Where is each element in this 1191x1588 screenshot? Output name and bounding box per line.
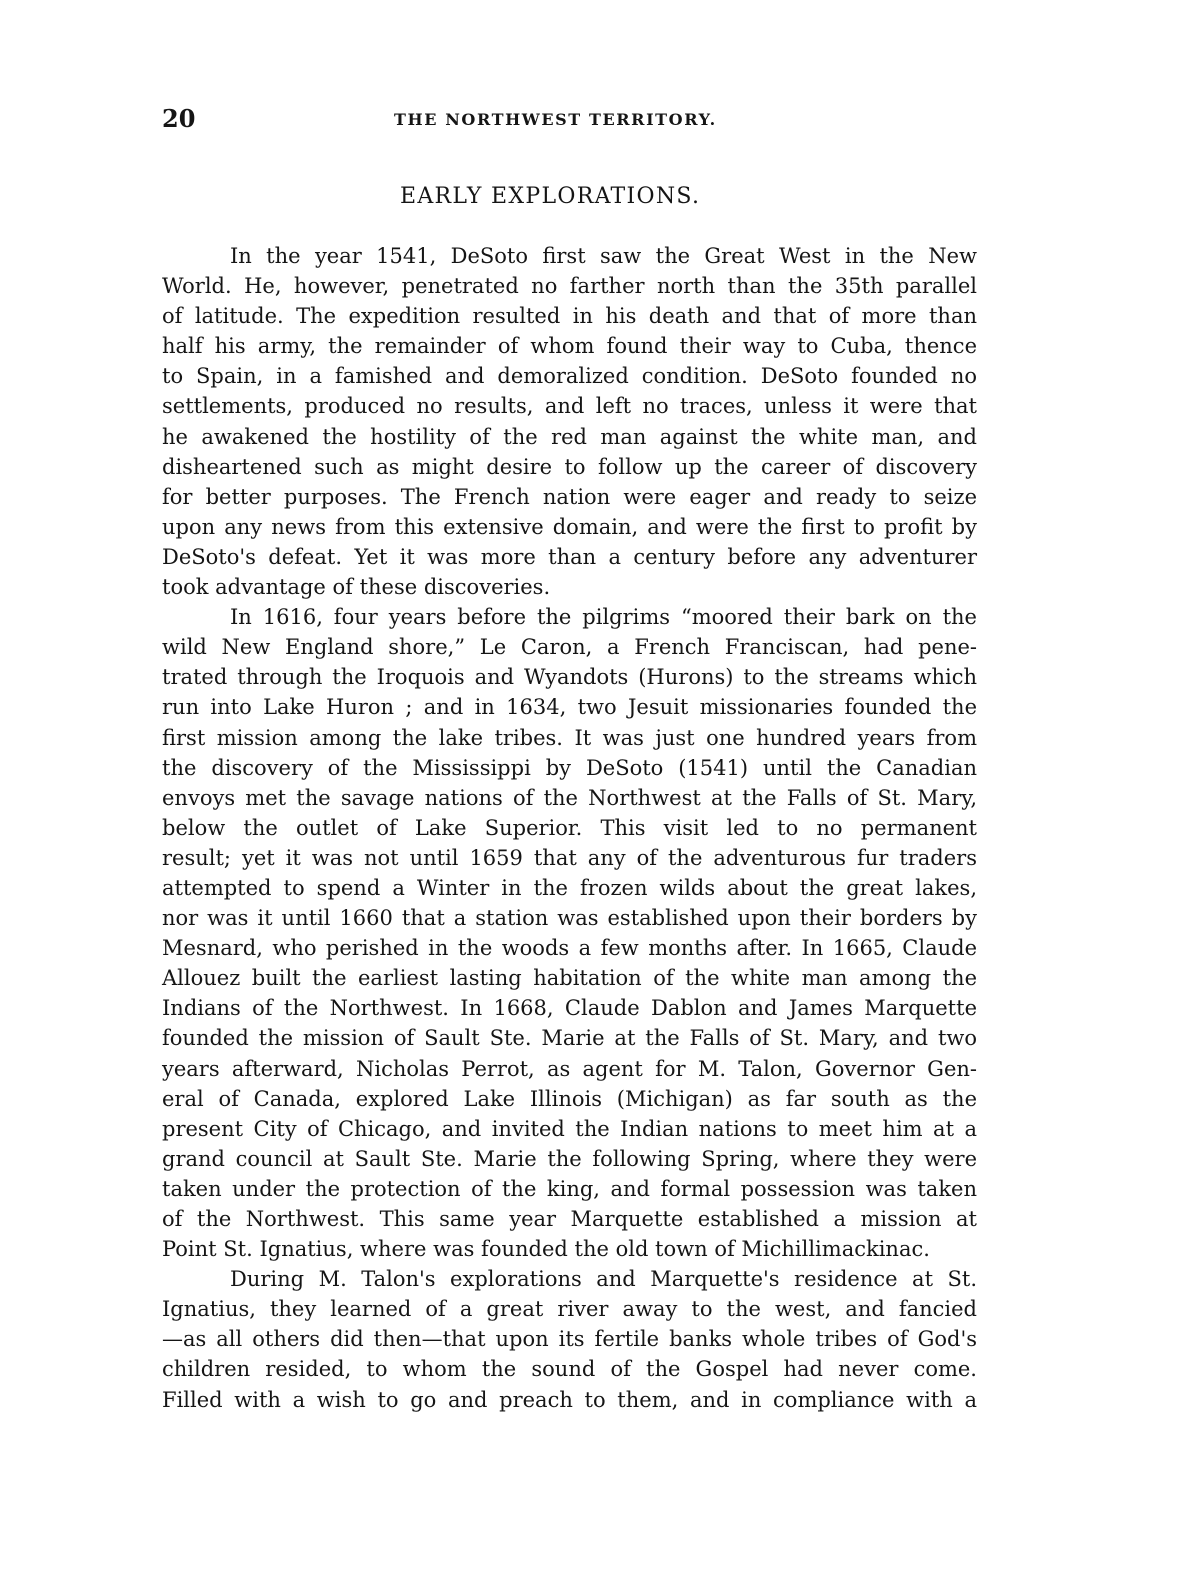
text-line: During M. Talon's explorations and Marquette's residence at St. — [230, 1267, 977, 1292]
text-line: years afterward, Nicholas Perrot, as agent for M. Talon, Governor Gen- — [162, 1056, 977, 1081]
text-line: founded the mission of Sault Ste. Marie at the Falls of St. Mary, and two — [162, 1026, 977, 1051]
text-line: for better purposes. The French nation were eager and ready to seize — [162, 484, 977, 509]
text-line: Indians of the Northwest. In 1668, Claude Dablon and James Marquette — [162, 996, 977, 1021]
text-line: Ignatius, they learned of a great river away to the west, and fancied — [162, 1297, 977, 1322]
text-line: to Spain, in a famished and demoralized condition. DeSoto founded no — [162, 364, 977, 389]
section-heading: EARLY EXPLORATIONS. — [400, 184, 701, 209]
page-number: 20 — [162, 104, 196, 133]
text-line: upon any news from this extensive domain, and were the first to profit by — [162, 514, 977, 539]
text-line: present City of Chicago, and invited the Indian nations to meet him at a — [162, 1116, 977, 1141]
text-line: In 1616, four years before the pilgrims “moored their bark on the — [230, 605, 977, 630]
text-line: settlements, produced no results, and left no traces, unless it were that — [162, 394, 977, 419]
text-line: grand council at Sault Ste. Marie the following Spring, where they were — [162, 1146, 977, 1171]
text-line: first mission among the lake tribes. It was just one hundred years from — [162, 725, 977, 750]
running-title: THE NORTHWEST TERRITORY. — [394, 110, 717, 129]
text-line: of the Northwest. This same year Marquette established a mission at — [162, 1207, 977, 1231]
text-line: In the year 1541, DeSoto first saw the Great West in the New — [230, 244, 977, 268]
text-line: nor was it until 1660 that a station was established upon their borders by — [162, 906, 977, 931]
text-line: taken under the protection of the king, and formal possession was taken — [162, 1176, 977, 1201]
text-line: World. He, however, penetrated no farther north than the 35th parallel — [162, 274, 977, 299]
text-line: DeSoto's defeat. Yet it was more than a century before any adventurer — [162, 544, 977, 569]
text-line: Allouez built the earliest lasting habitation of the white man among the — [162, 966, 977, 991]
text-line: children resided, to whom the sound of the Gospel had never come. — [162, 1357, 977, 1382]
text-line: below the outlet of Lake Superior. This visit led to no permanent — [162, 815, 977, 840]
text-line: wild New England shore,” Le Caron, a French Franciscan, had pene- — [162, 635, 977, 660]
text-line: Point St. Ignatius, where was founded the old town of Michillimackinac. — [162, 1237, 930, 1262]
text-line: attempted to spend a Winter in the frozen wilds about the great lakes, — [162, 875, 977, 900]
text-line: disheartened such as might desire to follow up the career of discovery — [162, 454, 977, 479]
text-line: Filled with a wish to go and preach to them, and in compliance with a — [162, 1387, 977, 1412]
text-line: the discovery of the Mississippi by DeSoto (1541) until the Canadian — [162, 755, 977, 780]
running-head — [162, 104, 992, 134]
text-line: —as all others did then—that upon its fertile banks whole tribes of God's — [162, 1327, 977, 1352]
text-line: eral of Canada, explored Lake Illinois (Michigan) as far south as the — [162, 1086, 977, 1111]
text-line: of latitude. The expedition resulted in his death and that of more than — [162, 304, 977, 329]
text-line: trated through the Iroquois and Wyandots (Hurons) to the streams which — [162, 665, 977, 690]
text-line: he awakened the hostility of the red man against the white man, and — [162, 424, 977, 449]
text-line: run into Lake Huron ; and in 1634, two Jesuit missionaries founded the — [162, 695, 977, 720]
text-line: envoys met the savage nations of the Northwest at the Falls of St. Mary, — [162, 785, 977, 810]
body-text — [162, 241, 977, 1415]
text-line: result; yet it was not until 1659 that any of the adventurous fur traders — [162, 845, 977, 870]
text-line: took advantage of these discoveries. — [162, 575, 551, 600]
text-line: Mesnard, who perished in the woods a few months after. In 1665, Claude — [162, 936, 977, 961]
text-line: half his army, the remainder of whom found their way to Cuba, thence — [162, 334, 977, 359]
